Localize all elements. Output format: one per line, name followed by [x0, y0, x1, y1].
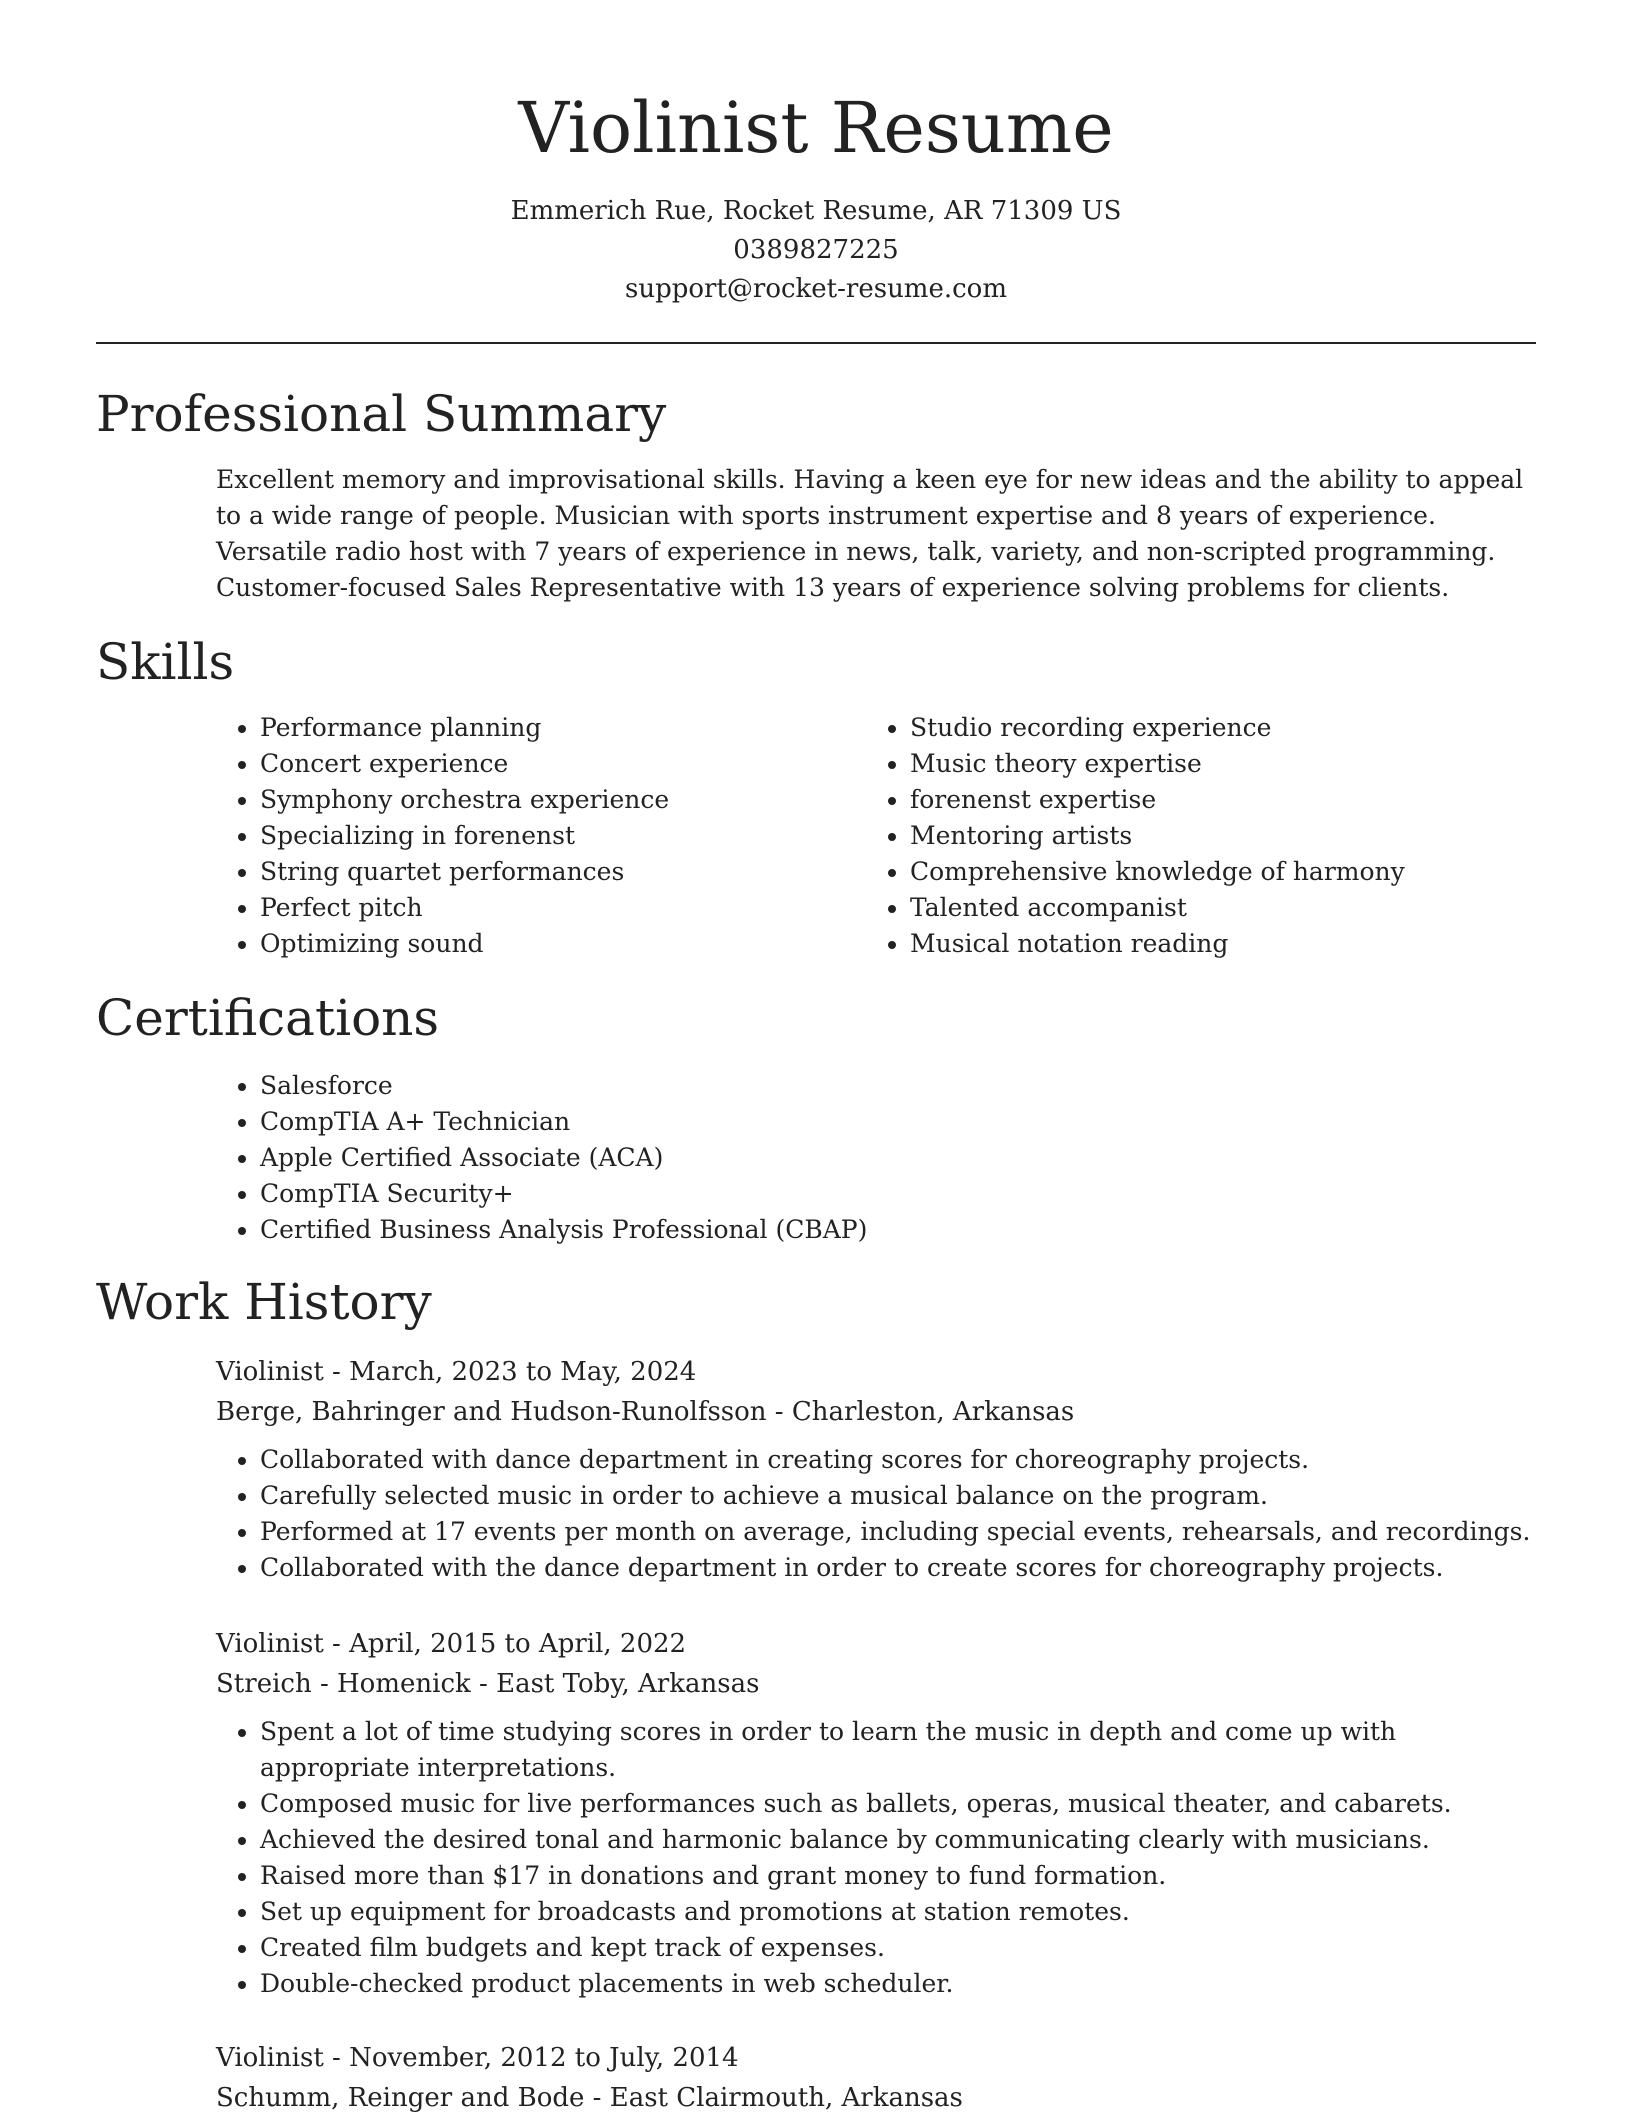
contact-phone: 0389827225	[733, 235, 899, 265]
job-bullet: • Achieved the desired tonal and harmonic balance by communicating clearly with musicians.	[260, 1822, 1536, 1858]
job-location: Charleston, Arkansas	[791, 1397, 1075, 1427]
contact-block	[0, 192, 1632, 309]
job-bullet: • Set up equipment for broadcasts and promotions at station remotes.	[260, 1894, 1536, 1930]
certification-item: • Certified Business Analysis Professional (CBAP)	[260, 1212, 1560, 1248]
skill-item: • forenenst expertise	[910, 782, 1510, 818]
skill-item: • Specializing in forenenst	[260, 818, 860, 854]
job-role: Violinist	[216, 1357, 324, 1387]
certification-item: • CompTIA A+ Technician	[260, 1104, 1560, 1140]
job-company: Berge, Bahringer and Hudson-Runolfsson	[216, 1397, 767, 1427]
header-divider	[96, 342, 1536, 344]
job-bullet: • Composed music for live performances such as ballets, operas, musical theater, and cabarets.	[260, 1786, 1536, 1822]
job-bullet: • Double-checked product placements in web scheduler.	[260, 1966, 1536, 2002]
skill-item: • Music theory expertise	[910, 746, 1510, 782]
skills-list-right	[866, 710, 1510, 962]
contact-email: support@rocket-resume.com	[624, 274, 1007, 304]
skill-item: • Perfect pitch	[260, 890, 860, 926]
job-role: Violinist	[216, 1629, 324, 1659]
job-title-line: Violinist - April, 2015 to April, 2022	[216, 1629, 687, 1659]
job-bullet: • Collaborated with dance department in creating scores for choreography projects.	[260, 1442, 1536, 1478]
job-entry	[216, 1352, 1536, 1586]
job-bullet: • Carefully selected music in order to achieve a musical balance on the program.	[260, 1478, 1536, 1514]
job-title-line: Violinist - November, 2012 to July, 2014	[216, 2043, 739, 2073]
work-history-heading: Work History	[96, 1273, 432, 1331]
contact-address: Emmerich Rue, Rocket Resume, AR 71309 US	[510, 196, 1122, 226]
skill-item: • Concert experience	[260, 746, 860, 782]
certifications-list	[216, 1068, 1560, 1248]
certification-item: • Salesforce	[260, 1068, 1560, 1104]
skills-list-left	[216, 710, 860, 962]
skill-item: • Symphony orchestra experience	[260, 782, 860, 818]
skill-item: • Optimizing sound	[260, 926, 860, 962]
job-role: Violinist	[216, 2043, 324, 2073]
summary-heading: Professional Summary	[96, 385, 667, 443]
job-company: Schumm, Reinger and Bode	[216, 2083, 585, 2113]
job-company: Streich - Homenick	[216, 1669, 471, 1699]
skill-item: • Musical notation reading	[910, 926, 1510, 962]
job-dates: November, 2012 to July, 2014	[349, 2043, 739, 2073]
job-bullet: • Created film budgets and kept track of expenses.	[260, 1930, 1536, 1966]
skill-item: • String quartet performances	[260, 854, 860, 890]
skill-item: • Comprehensive knowledge of harmony	[910, 854, 1510, 890]
job-location: East Clairmouth, Arkansas	[609, 2083, 963, 2113]
job-dates: March, 2023 to May, 2024	[349, 1357, 697, 1387]
job-bullet: • Performed at 17 events per month on average, including special events, rehearsals, and recordings.	[260, 1514, 1536, 1550]
certification-item: • Apple Certified Associate (ACA)	[260, 1140, 1560, 1176]
job-bullet: • Spent a lot of time studying scores in order to learn the music in depth and come up with appropriate interpretations.	[260, 1714, 1536, 1786]
job-bullet: • Collaborated with the dance department in order to create scores for choreography projects.	[260, 1550, 1536, 1586]
skill-item: • Mentoring artists	[910, 818, 1510, 854]
skill-item: • Studio recording experience	[910, 710, 1510, 746]
job-dates: April, 2015 to April, 2022	[349, 1629, 687, 1659]
job-entry	[216, 1624, 1536, 2002]
job-company-line: Streich - Homenick - East Toby, Arkansas	[216, 1669, 760, 1699]
summary-text: Excellent memory and improvisational skills. Having a keen eye for new ideas and the ability to appeal to a wide range of people. Musician with sports instrument expertise and 8 years of experience. Versatile radio host with 7 years of experience in news, talk, variety, and non-scripted programming. Customer-focused Sales Representative with 13 years of experience solving problems for clients.	[216, 465, 1524, 602]
job-company-line: Schumm, Reinger and Bode - East Clairmouth, Arkansas	[216, 2083, 963, 2113]
skill-item: • Performance planning	[260, 710, 860, 746]
certifications-heading: Certifications	[96, 989, 440, 1047]
skills-heading: Skills	[96, 633, 235, 691]
job-company-line: Berge, Bahringer and Hudson-Runolfsson - Charleston, Arkansas	[216, 1397, 1075, 1427]
job-title-line: Violinist - March, 2023 to May, 2024	[216, 1357, 697, 1387]
job-bullets	[216, 1442, 1536, 1586]
certification-item: • CompTIA Security+	[260, 1176, 1560, 1212]
resume-title: Violinist Resume	[518, 87, 1114, 169]
skill-item: • Talented accompanist	[910, 890, 1510, 926]
job-bullets	[216, 1714, 1536, 2002]
job-location: East Toby, Arkansas	[496, 1669, 760, 1699]
resume-header	[0, 0, 1632, 309]
job-entry	[216, 2038, 1536, 2118]
job-bullet: • Raised more than $17 in donations and grant money to fund formation.	[260, 1858, 1536, 1894]
